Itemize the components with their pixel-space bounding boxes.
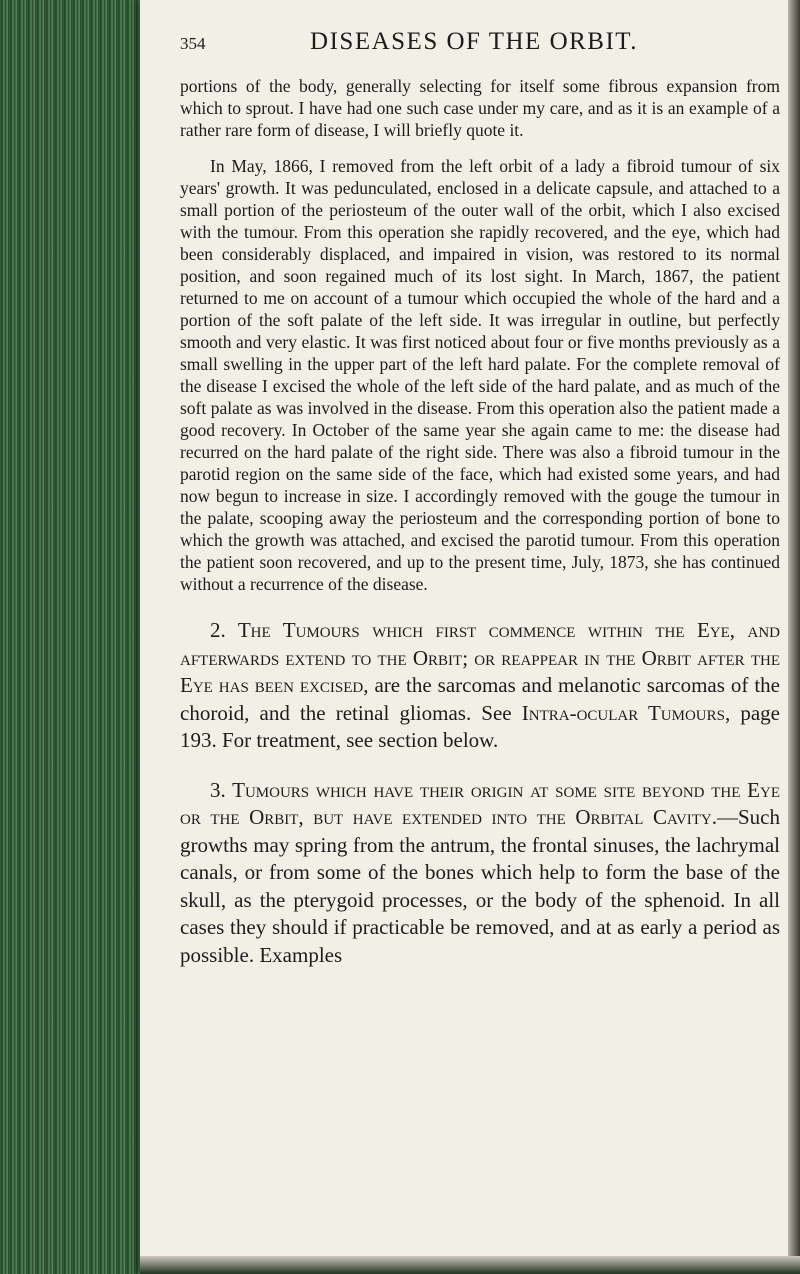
section-3-heading: 3. Tumours which have their origin at some site beyond the Eye or the Orbit, but have extended into the Orbital Cavity. xyxy=(180,777,780,829)
scan-background-edge xyxy=(0,0,150,1274)
section-2-heading: 2. The Tumours which first commence within the Eye, and afterwards extend to the Orbit; or reappear in the Orbit after the Eye has been excised, xyxy=(180,618,780,697)
running-head: DISEASES OF THE ORBIT. xyxy=(310,28,638,55)
section-3-body: —Such growths may spring from the antrum, the frontal sinuses, the lachrymal canals, or from some of the bones which help to form the base of the skull, as the pterygoid processes, or the body of the sphenoid. In all cases they should if practicable be removed, and at as early a period as possible. Examples xyxy=(180,805,780,967)
page-bottom-edge xyxy=(140,1256,800,1274)
book-page xyxy=(140,0,788,1274)
page-number: 354 xyxy=(180,34,206,53)
paragraph-case-report: In May, 1866, I removed from the left orbit of a lady a fibroid tumour of six years' growth. It was pedunculated, enclosed in a delicate capsule, and attached to a small portion of the periosteum of the outer wall of the orbit, which I also excised with the tumour. From this operation she rapidly recovered, and the eye, which had been considerably displaced, and impaired in vision, was restored to its normal position, and soon regained much of its lost sight. In March, 1867, the patient returned to me on account of a tumour which occupied the whole of the hard and a portion of the soft palate of the left side. It was irregular in outline, but perfectly smooth and very elastic. It was first noticed about four or five months previously as a small swelling in the upper part of the left hard palate. For the complete removal of the disease I excised the whole of the left side of the hard palate, and as much of the soft palate as was involved in the disease. From this operation also the patient made a good recovery. In October of the same year she again came to me: the disease had recurred on the hard palate of the right side. There was also a fibroid tumour in the parotid region on the same side of the face, which had existed some years, and had now begun to increase in size. I accordingly removed with the gouge the tumour in the palate, scooping away the periosteum and the corresponding portion of bone to which the growth was attached, and excised the parotid tumour. From this operation the patient soon recovered, and up to the present time, July, 1873, she has continued without a recurrence of the disease. xyxy=(180,156,780,594)
section-2 xyxy=(180,617,780,755)
page-right-edge xyxy=(788,0,800,1274)
section-2-tail: page 193. For treatment, see section below. xyxy=(180,700,780,752)
section-2-body: are the sarcomas and melanotic sarcomas of the choroid, and the retinal gliomas. See xyxy=(180,673,780,725)
page-content xyxy=(180,75,780,969)
section-3 xyxy=(180,777,780,970)
paragraph-intro: portions of the body, generally selecting for itself some fibrous expansion from which to sprout. I have had one such case under my care, and as it is an example of a rather rare form of disease, I will briefly quote it. xyxy=(180,76,780,140)
section-2-reference: Intra-ocular Tumours, xyxy=(521,700,731,725)
